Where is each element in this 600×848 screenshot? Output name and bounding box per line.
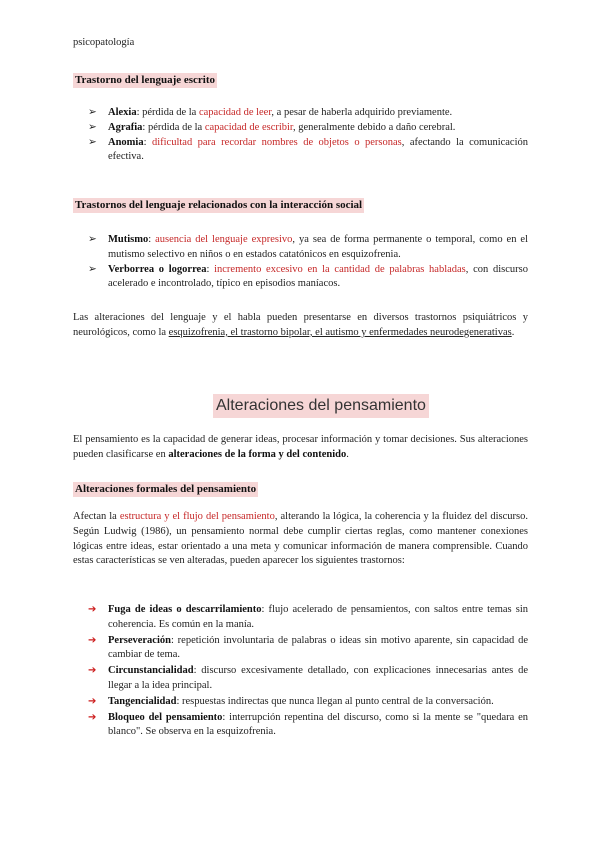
arrowhead-bullet-icon: ➢ bbox=[88, 107, 97, 118]
arrowhead-bullet-icon: ➢ bbox=[88, 234, 97, 245]
list-item: ➔ Fuga de ideas o descarrilamiento: flujo acelerado de pensamientos, con saltos entre temas sin coherencia. Es común en la manía. bbox=[88, 604, 528, 630]
header-label: psicopatología bbox=[73, 37, 135, 48]
section-heading-social-language: Trastornos del lenguaje relacionados con la interacción social bbox=[75, 199, 363, 211]
summary-paragraph: Las alteraciones del lenguaje y el habla pueden presentarse en diversos trastornos psiquiátricos y neurológicos, como la esquizofrenia, el trastorno bipolar, el autismo y enfermedades neurodegenerativas. bbox=[73, 312, 528, 338]
list-item: ➔ Bloqueo del pensamiento: interrupción repentina del discurso, como si la mente se "quedara en blanco". Se observa en la esquizofrenia. bbox=[88, 711, 528, 738]
written-language-list bbox=[88, 106, 528, 165]
list-item: ➢ Verborrea o logorrea: incremento excesivo en la cantidad de palabras habladas, con discurso acelerado e incontrolado, típico en episodios maníacos. bbox=[88, 263, 528, 290]
arrowhead-bullet-icon: ➢ bbox=[88, 263, 97, 275]
formal-alterations-paragraph: Afectan la estructura y el flujo del pensamiento, alterando la lógica, la coherencia y la fluidez del discurso. Según Ludwig (1986), un pensamiento normal debe cumplir ciertas reglas, como mantener conexiones lógicas entre ideas, estar orientado a una meta y comunicar información de manera comprensible. Cuando estas características se ven alteradas, pueden aparecer los siguientes trastornos: bbox=[73, 511, 528, 567]
list-item: ➢ Agrafia: pérdida de la capacidad de escribir, generalmente debido a daño cerebral. bbox=[88, 121, 528, 136]
list-item: ➔ Perseveración: repetición involuntaria de palabras o ideas sin motivo aparente, sin capacidad de cambiar de tema. bbox=[88, 634, 528, 661]
social-language-list bbox=[88, 233, 528, 292]
section-heading-formal-alterations: Alteraciones formales del pensamiento bbox=[75, 483, 257, 495]
list-item: ➔ Circunstancialidad: discurso excesivamente detallado, con explicaciones innecesarias antes de llegar a la idea principal. bbox=[88, 665, 528, 691]
arrow-bullet-icon: ➔ bbox=[88, 695, 97, 707]
list-item: ➢ Mutismo: ausencia del lenguaje expresivo, ya sea de forma permanente o temporal, como en el mutismo selectivo en niños o en estados catatónicos en esquizofrenia. bbox=[88, 234, 528, 260]
arrow-bullet-icon: ➔ bbox=[88, 604, 97, 615]
chapter-title: Alteraciones del pensamiento bbox=[213, 394, 429, 418]
intro-paragraph: El pensamiento es la capacidad de generar ideas, procesar información y tomar decisiones. Sus alteraciones pueden clasificarse en alteraciones de la forma y del contenido. bbox=[73, 434, 528, 460]
arrowhead-bullet-icon: ➢ bbox=[88, 121, 97, 133]
arrow-bullet-icon: ➔ bbox=[88, 634, 97, 646]
arrowhead-bullet-icon: ➢ bbox=[88, 136, 97, 148]
list-item: ➢ Alexia: pérdida de la capacidad de leer, a pesar de haberla adquirido previamente. bbox=[88, 106, 528, 121]
arrow-bullet-icon: ➔ bbox=[88, 665, 97, 677]
list-item: ➔ Tangencialidad: respuestas indirectas que nunca llegan al punto central de la conversación. bbox=[88, 695, 528, 710]
arrow-bullet-icon: ➔ bbox=[88, 711, 97, 723]
list-item: ➢ Anomia: dificultad para recordar nombres de objetos o personas, afectando la comunicación efectiva. bbox=[88, 136, 529, 163]
section-heading-written-language: Trastorno del lenguaje escrito bbox=[75, 74, 216, 86]
formal-alterations-list bbox=[88, 603, 528, 740]
